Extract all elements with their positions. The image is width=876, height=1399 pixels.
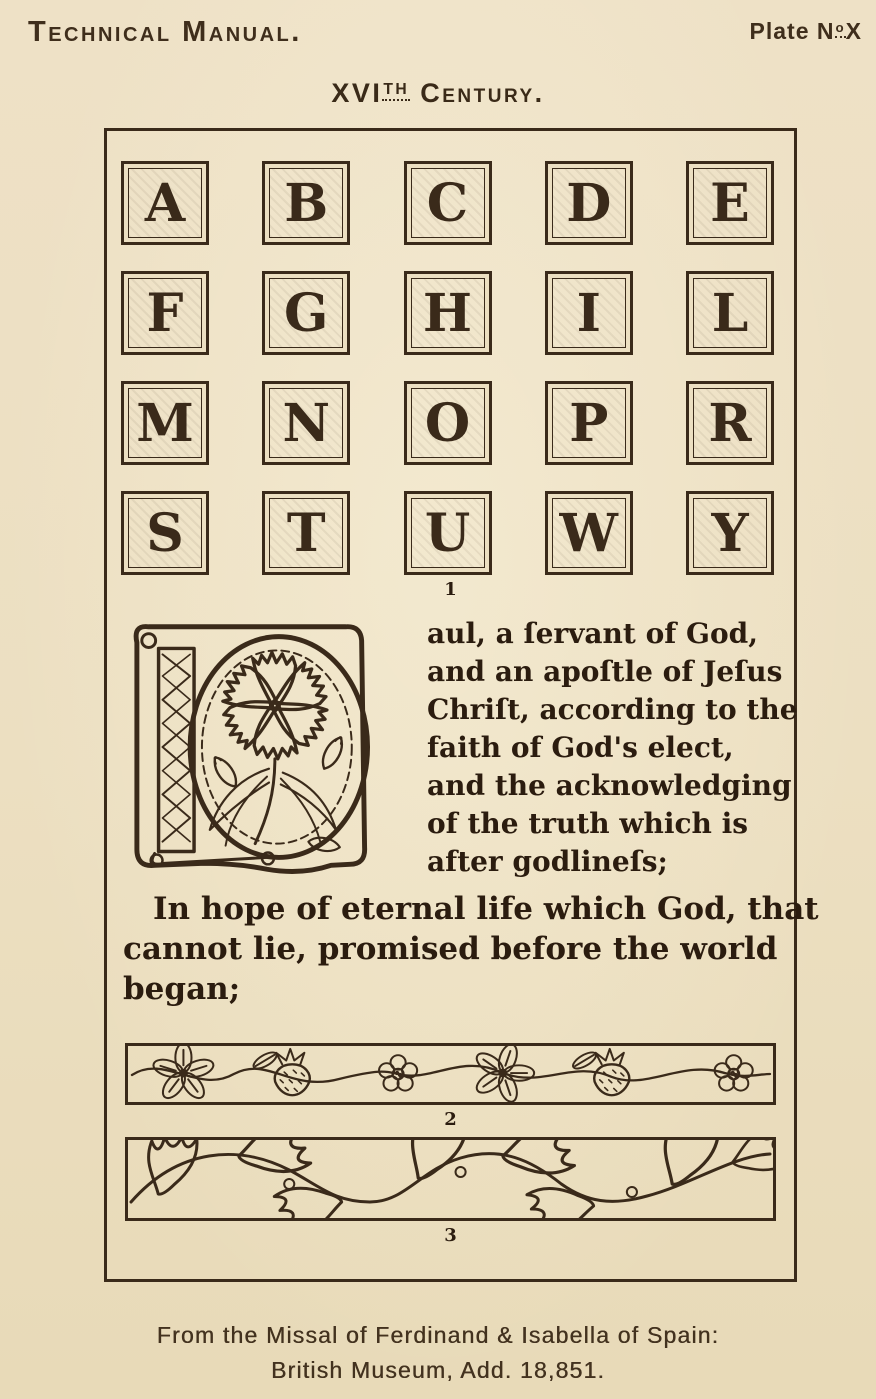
figure-3-label: 3 [444,1225,457,1246]
letter-block: B [262,161,350,245]
verse-line: and the acknowledging [427,769,792,802]
plate-prefix: Plate N [749,18,835,44]
alphabet-grid [107,131,794,575]
letter-block: N [262,381,350,465]
plate-ordinal: o [835,21,846,37]
verse-block [119,611,798,887]
verse-side-lines [427,611,798,887]
verse-line: cannot lie, promised before the world [123,931,778,967]
floral-border-art [128,1046,773,1102]
letter-block: S [121,491,209,575]
caption [0,1318,876,1388]
plate-number [750,18,862,45]
figure-1-label: 1 [444,579,457,600]
figure-2-label: 2 [444,1109,457,1130]
letter-block: M [121,381,209,465]
caption-line-1: From the Missal of Ferdinand & Isabella of Spain: [156,1322,720,1348]
verse-line: aul, a ſervant of God, [427,617,758,650]
letter-block: T [262,491,350,575]
plate-frame [104,128,819,1282]
verse-line: of the truth which is [427,807,749,840]
plate-numeral: X [845,18,862,44]
letter-block: I [545,271,633,355]
title-numeral: XVI [331,78,383,108]
letter-block: U [404,491,492,575]
caption-line-2: British Museum, Add. 18,851. [270,1357,606,1383]
verse-line: faith of God's elect, [427,731,734,764]
letter-block: E [686,161,774,245]
letter-block: Y [686,491,774,575]
verse-line: Chriſt, according to the [427,693,798,726]
verse-line: began; [123,971,241,1007]
letter-block: A [121,161,209,245]
letter-block: R [686,381,774,465]
acanthus-border-figure [125,1137,776,1221]
letter-block: C [404,161,492,245]
illuminated-initial-p [119,611,415,887]
verse-continuation [123,889,819,1009]
letter-block: D [545,161,633,245]
verse-line: and an apoſtle of Jeſus [427,655,783,688]
verse-line: In hope of eternal life which God, that [153,891,819,927]
letter-block: H [404,271,492,355]
page-title [0,78,876,109]
floral-border-figure [125,1043,776,1105]
letter-block: F [121,271,209,355]
letter-block: O [404,381,492,465]
letter-block: L [686,271,774,355]
letter-block: G [262,271,350,355]
letter-block: P [545,381,633,465]
title-ordinal: TH [382,82,410,101]
title-word: Century. [410,78,545,108]
verse-line: after godlineſs; [427,845,668,878]
acanthus-border-art [128,1140,773,1218]
manual-title: Technical Manual. [28,16,302,48]
letter-block: W [545,491,633,575]
